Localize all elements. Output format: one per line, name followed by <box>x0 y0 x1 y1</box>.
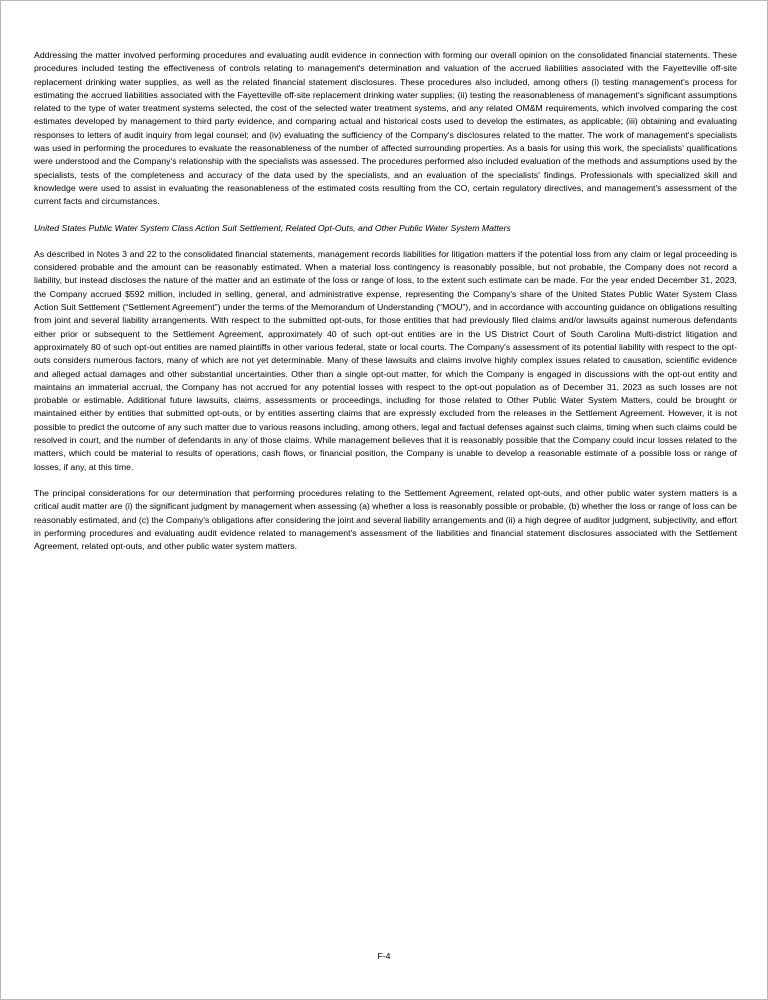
paragraph-audit-procedures: Addressing the matter involved performing procedures and evaluating audit evidence in connection with forming our overall opinion on the consolidated financial statements. These procedures included testing the effectiveness of controls relating to management's determination and valuation of the accrued liabilities associated with the Fayetteville off-site replacement drinking water supplies, as well as the related financial statement disclosures. These procedures also included, among others (i) testing management's process for estimating the accrued liabilities associated with the Fayetteville off-site replacement drinking water supplies; (ii) testing the reasonableness of management's significant assumptions related to the type of water treatment systems selected, the cost of the selected water treatment systems, and any related OM&M requirements, which involved comparing the cost estimates developed by management to third party evidence, and comparing actual and historical costs used to develop the estimates, as applicable; (iii) obtaining and evaluating responses to letters of audit inquiry from legal counsel; and (iv) evaluating the sufficiency of the Company's disclosures related to the matter. The work of management's specialists was used in performing the procedures to evaluate the reasonableness of the number of affected surrounding properties. As a basis for using this work, the specialists' qualifications were understood and the Company's relationship with the specialists was assessed. The procedures performed also included evaluation of the methods and assumptions used by the specialists, tests of the completeness and accuracy of the data used by the specialists, and an evaluation of the specialists' findings. Professionals with specialized skill and knowledge were used to assist in evaluating the reasonableness of the estimated costs resulting from the CO, certain regulatory directives, and management's assessment of the current facts and circumstances. <box>34 50 737 207</box>
page-content <box>34 49 737 553</box>
paragraph-principal-considerations: The principal considerations for our determination that performing procedures relating to the Settlement Agreement, related opt-outs, and other public water system matters is a critical audit matter are (i) the significant judgment by management when assessing (a) whether a loss is reasonably possible or probable, (b) whether the loss or range of loss can be reasonably estimated, and (c) the Company's obligations after considering the joint and several liability arrangements and (ii) a high degree of auditor judgment, subjectivity, and effort in performing procedures and evaluating audit evidence related to management's assessment of the liabilities and financial statement disclosures associated with the Settlement Agreement, related opt-outs, and other public water system matters. <box>34 487 737 552</box>
heading-spacer <box>34 235 737 248</box>
paragraph-spacer <box>34 209 737 222</box>
paragraph-spacer-2 <box>34 474 737 487</box>
section-heading-water-system-matters: United States Public Water System Class Action Suit Settlement, Related Opt-Outs, and Other Public Water System Matters <box>34 222 511 233</box>
paragraph-litigation-liabilities: As described in Notes 3 and 22 to the consolidated financial statements, management records liabilities for litigation matters if the potential loss from any claim or legal proceeding is considered probable and the amount can be reasonably estimated. When a material loss contingency is reasonably possible, but not probable, the Company does not record a liability, but instead discloses the nature of the matter and an estimate of the loss or range of loss, to the extent such estimate can be made. For the year ended December 31, 2023, the Company accrued $592 million, included in selling, general, and administrative expense, representing the Company's share of the United States Public Water System Class Action Suit Settlement (“Settlement Agreement”) under the terms of the Memorandum of Understanding (“MOU”), and in accordance with accounting guidance on obligations resulting from joint and several liability arrangements. With respect to the submitted opt-outs, for those entities that had previously filed claims and/or lawsuits against numerous defendants either prior or subsequent to the Settlement Agreement, approximately 40 of such opt-out entities are in the US District Court of South Carolina Multi-district litigation and approximately 80 of such opt-out entities are named plaintiffs in other various federal, state or local courts. The Company's assessment of its potential liability with respect to the opt-outs considers numerous factors, many of which are not yet determinable. Many of these lawsuits and claims involve highly complex issues related to causation, scientific evidence and alleged actual damages and other substantial uncertainties. Other than a single opt-out matter, for which the Company is engaged in discussions with the opt-out entity and maintains an immaterial accrual, the Company has not accrued for any potential losses with respect to the opt-out population as of December 31, 2023 as such losses are not probable or estimable. Additional future lawsuits, claims, assessments or proceedings, including for those related to Other Public Water System Matters, could be brought or maintained either by entities that submitted opt-outs, or by entities asserting claims that are expressly excluded from the releases in the Settlement Agreement. However, it is not possible to predict the outcome of any such matter due to various reasons including, among others, legal and factual defenses against such claims, timing when such claims could be resolved in court, and the number of defendants in any of those claims. While management believes that it is reasonably possible that the Company could incur losses related to the matters, which could be material to results of operations, cash flows, or financial position, the Company is unable to develop a reasonable estimate of a possible loss or range of losses, if any, at this time. <box>34 248 737 472</box>
page-number-footer: F-4 <box>377 951 391 961</box>
